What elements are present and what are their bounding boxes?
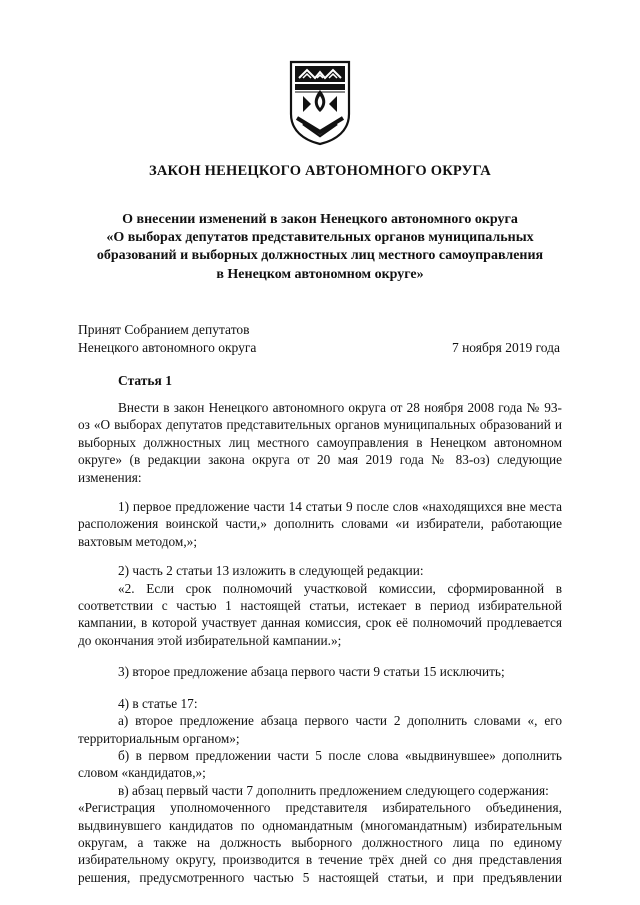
paragraph: 3) второе предложение абзаца первого части 9 статьи 15 исключить;	[118, 664, 505, 680]
article-body	[78, 399, 562, 886]
adoption-line: Принят Собранием депутатов	[78, 322, 250, 337]
paragraph: б) в первом предложении части 5 после слова «выдвинувшее» дополнить словом «кандидатов,»;	[78, 747, 562, 781]
article-heading: Статья 1	[118, 373, 172, 388]
paragraph: 4) в статье 17:	[118, 695, 198, 711]
paragraph: «Регистрация уполномоченного представителя избирательного объединения, выдвинувшего кандидатов по одномандатным (многомандатным) избирательным округам, а также на должность выборного должностного лица по единому избирательному округу, производится в течение трёх дней со дня представления решения, предусмотренного частью 5 настоящей статьи, и при предъявлении	[78, 800, 562, 885]
subtitle-line: в Ненецком автономном округе»	[216, 266, 424, 282]
paragraph: 1) первое предложение части 14 статьи 9 после слов «находящихся вне места расположения воинской части,» дополнить словами «и избиратели, работающие вахтовым методом,»;	[78, 499, 562, 549]
adoption-line: Ненецкого автономного округа	[78, 340, 257, 355]
subtitle-line: «О выборах депутатов представительных органов муниципальных	[106, 230, 534, 246]
law-title: ЗАКОН НЕНЕЦКОГО АВТОНОМНОГО ОКРУГА	[149, 163, 491, 179]
adoption-date: 7 ноября 2019 года	[451, 340, 560, 355]
adoption-block	[78, 321, 256, 357]
paragraph: 2) часть 2 статьи 13 изложить в следующей редакции:	[118, 563, 424, 579]
paragraph: Внести в закон Ненецкого автономного округа от 28 ноября 2008 года № 93-оз «О выборах депутатов представительных органов муниципальных образований и выборных должностных лиц местного самоуправления в Ненецком автономном округе» (в редакции закона округа от 20 мая 2019 года № 83-оз) следующие изменения:	[78, 400, 562, 485]
coat-of-arms-icon	[289, 60, 351, 146]
law-subtitle	[60, 211, 580, 284]
paragraph: в) абзац первый части 7 дополнить предложением следующего содержания:	[118, 782, 549, 798]
subtitle-line: О внесении изменений в закон Ненецкого автономного округа	[122, 212, 518, 227]
paragraph: а) второе предложение абзаца первого части 2 дополнить словами «, его территориальным органом»;	[78, 713, 562, 746]
paragraph: «2. Если срок полномочий участковой комиссии, сформированной в соответствии с частью 1 настоящей статьи, истекает в период избирательной кампании, в которой участвует данная комиссия, срок её полномочий продлевается до окончания этой избирательной кампании.»;	[78, 580, 562, 648]
subtitle-line: образований и выборных должностных лиц местного самоуправления	[96, 248, 544, 264]
